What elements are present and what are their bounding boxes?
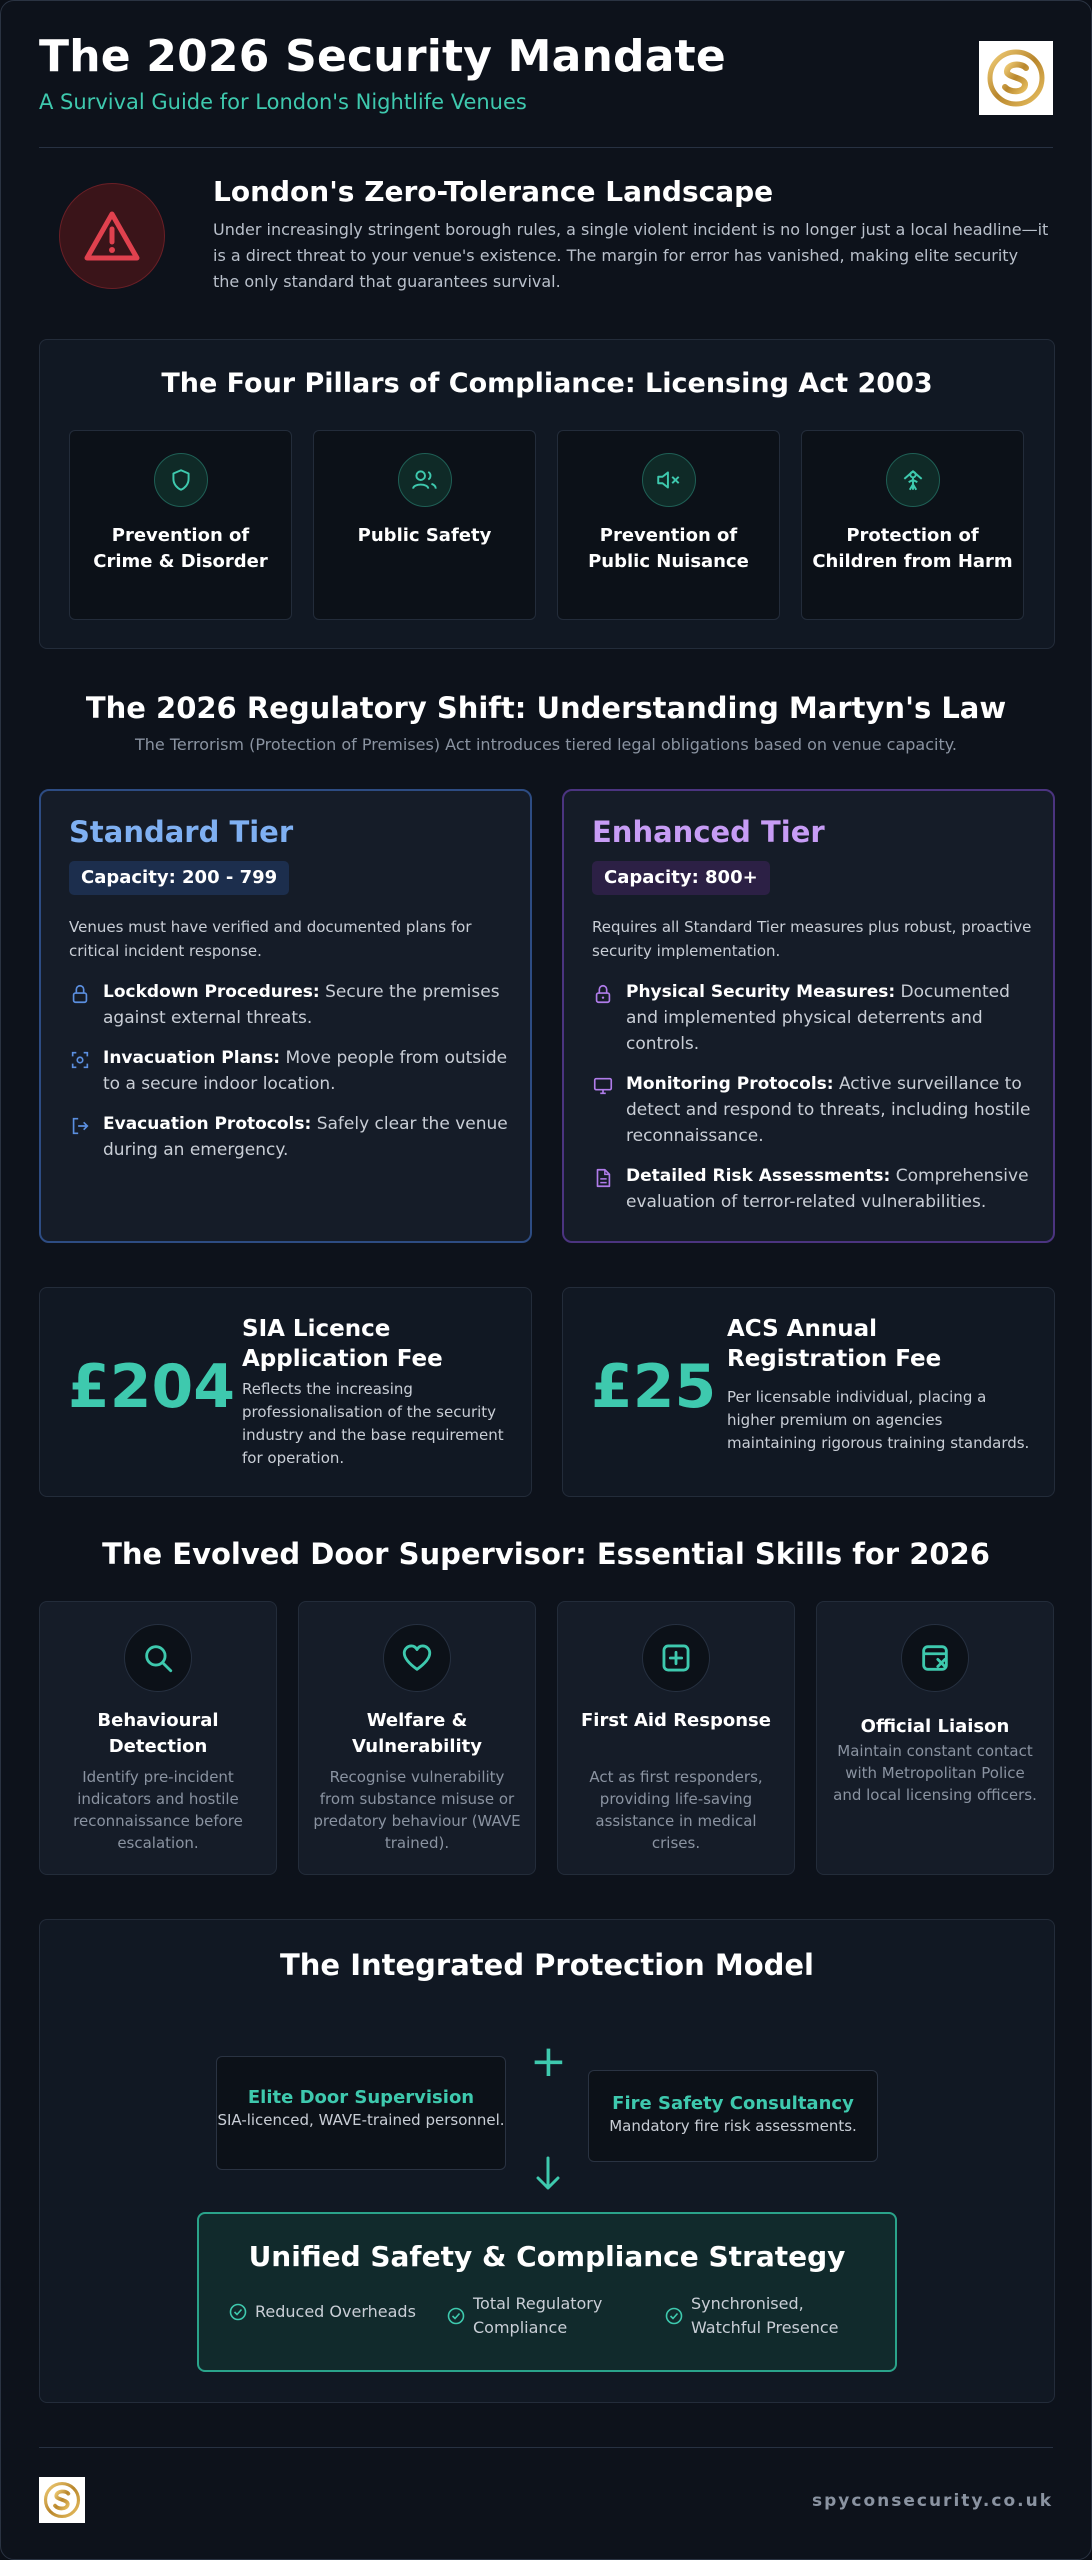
skill-card [557, 1601, 795, 1875]
benefit-text: Total Regulatory Compliance [473, 2294, 603, 2337]
footer-logo [39, 2477, 85, 2523]
check-circle-icon [229, 2303, 247, 2321]
users-icon [411, 467, 439, 493]
landscape-text: Under increasingly stringent borough rules, a single violent incident is no longer just a local headline—it is a direct threat to your venue's existence. The margin for error has vanished, making elite security the only standard that guarantees survival. [213, 220, 1049, 291]
check-circle-icon [665, 2307, 683, 2325]
pillar-card [801, 430, 1024, 620]
tier-item [69, 979, 509, 1031]
tier-item-text: Physical Security Measures: Documented and implemented physical deterrents and controls. [626, 982, 1010, 1054]
child-protection-icon [900, 467, 926, 493]
invacuation-icon [69, 1049, 91, 1071]
pillar-label: Prevention of Crime & Disorder [93, 525, 268, 572]
first-aid-icon [659, 1641, 693, 1675]
pillar-card [557, 430, 780, 620]
acs-fee-card [562, 1287, 1055, 1497]
box-title: Elite Door Supervision [247, 2087, 475, 2108]
tier-item [592, 979, 1032, 1057]
tier-description: Venues must have verified and documented plans for critical incident response. [69, 918, 472, 960]
lock-icon [69, 983, 91, 1005]
tier-item-text: Monitoring Protocols: Active surveillance to detect and respond to threats, including hostile reconnaissance. [626, 1074, 1031, 1146]
skill-card [39, 1601, 277, 1875]
skill-name: Behavioural Detection [97, 1710, 219, 1757]
monitor-icon [592, 1075, 614, 1097]
door-supervision-box [216, 2056, 506, 2170]
header [39, 31, 1053, 121]
pillars-section [39, 339, 1055, 649]
fire-safety-box [588, 2070, 878, 2162]
page-title: The 2026 Security Mandate [39, 31, 726, 82]
pillar-label: Prevention of Public Nuisance [588, 525, 749, 572]
integrated-model-section [39, 1919, 1055, 2403]
fee-description: Reflects the increasing professionalisation of the security industry and the base requirement for operation. [242, 1380, 504, 1467]
shift-title: The 2026 Regulatory Shift: Understanding Martyn's Law [85, 691, 1007, 725]
footer-website-link[interactable]: spyconsecurity.co.uk [812, 2491, 1053, 2511]
skill-card [298, 1601, 536, 1875]
enhanced-tier-card [562, 789, 1055, 1243]
tier-item-text: Invacuation Plans: Move people from outside to a secure indoor location. [103, 1048, 508, 1094]
fee-amount: £204 [68, 1352, 235, 1422]
pillar-card [313, 430, 536, 620]
document-icon [592, 1167, 614, 1189]
alert-badge [59, 183, 165, 289]
sia-fee-card [39, 1287, 532, 1497]
divider [39, 147, 1053, 148]
spycon-logo-icon [986, 48, 1046, 108]
skill-description: Recognise vulnerability from substance misuse or predatory behaviour (WAVE trained). [313, 1768, 521, 1852]
benefit-item [229, 2300, 429, 2324]
pillar-icon-badge [154, 453, 208, 507]
landscape-title: London's Zero-Tolerance Landscape [213, 175, 774, 208]
pillar-icon-badge [642, 453, 696, 507]
plus-icon: + [530, 2036, 567, 2087]
tier-item-text: Lockdown Procedures: Secure the premises against external threats. [103, 982, 500, 1028]
skill-name: Official Liaison [860, 1716, 1010, 1737]
tier-description: Requires all Standard Tier measures plus robust, proactive security implementation. [592, 918, 1032, 960]
skill-description: Maintain constant contact with Metropolitan Police and local licensing officers. [833, 1742, 1037, 1804]
box-description: Mandatory fire risk assessments. [609, 2117, 857, 2135]
benefit-text: Reduced Overheads [255, 2302, 416, 2321]
benefit-text: Synchronised, Watchful Presence [691, 2294, 839, 2337]
arrow-down-icon [532, 2154, 564, 2194]
fee-title: SIA Licence Application Fee [242, 1316, 443, 1372]
tier-item [592, 1071, 1032, 1149]
skill-description: Identify pre-incident indicators and hostile reconnaissance before escalation. [73, 1768, 243, 1852]
skill-card [816, 1601, 1054, 1875]
skill-icon-badge [124, 1624, 192, 1692]
tier-item-text: Evacuation Protocols: Safely clear the venue during an emergency. [103, 1114, 508, 1160]
spycon-logo-icon [43, 2481, 81, 2519]
check-circle-icon [447, 2307, 465, 2325]
padlock-icon [592, 983, 614, 1005]
unified-strategy-box [197, 2212, 897, 2372]
shift-subtitle: The Terrorism (Protection of Premises) Act introduces tiered legal obligations based on venue capacity. [134, 735, 958, 754]
divider [39, 2447, 1053, 2448]
pillar-card [69, 430, 292, 620]
model-title: The Integrated Protection Model [280, 1948, 814, 1982]
skills-title: The Evolved Door Supervisor: Essential Skills for 2026 [102, 1537, 990, 1571]
pillar-label: Public Safety [357, 525, 492, 546]
pillar-icon-badge [398, 453, 452, 507]
volume-mute-icon [655, 467, 683, 493]
pillar-icon-badge [886, 453, 940, 507]
tier-name: Standard Tier [69, 815, 294, 849]
brand-logo [979, 41, 1053, 115]
skill-name: Welfare & Vulnerability [351, 1710, 483, 1757]
page-subtitle: A Survival Guide for London's Nightlife Venues [39, 90, 527, 114]
tier-item [69, 1045, 509, 1097]
skill-icon-badge [901, 1624, 969, 1692]
tier-name: Enhanced Tier [592, 815, 825, 849]
box-description: SIA-licenced, WAVE-trained personnel. [217, 2111, 505, 2129]
skill-description: Act as first responders, providing life-saving assistance in medical crises. [589, 1768, 763, 1852]
pillars-title: The Four Pillars of Compliance: Licensing Act 2003 [161, 368, 933, 399]
warning-triangle-icon [83, 210, 141, 262]
pillar-label: Protection of Children from Harm [812, 525, 1013, 572]
standard-tier-card [39, 789, 532, 1243]
benefit-item [665, 2292, 865, 2340]
search-icon [141, 1641, 175, 1675]
heart-icon [400, 1641, 434, 1675]
liaison-icon [918, 1641, 952, 1675]
shield-icon [168, 467, 194, 493]
fee-title: ACS Annual Registration Fee [727, 1316, 942, 1372]
skill-icon-badge [642, 1624, 710, 1692]
box-title: Fire Safety Consultancy [612, 2093, 854, 2114]
skill-name: First Aid Response [581, 1710, 771, 1731]
tier-item-text: Detailed Risk Assessments: Comprehensive evaluation of terror-related vulnerabilities. [626, 1166, 1029, 1212]
fee-amount: £25 [591, 1352, 717, 1422]
benefit-item [447, 2292, 617, 2340]
capacity-badge: Capacity: 800+ [592, 861, 770, 895]
tier-item [69, 1111, 509, 1163]
skill-icon-badge [383, 1624, 451, 1692]
tier-item [592, 1163, 1032, 1215]
unified-title: Unified Safety & Compliance Strategy [248, 2240, 846, 2273]
exit-icon [69, 1115, 91, 1137]
capacity-badge: Capacity: 200 - 799 [69, 861, 289, 895]
fee-description: Per licensable individual, placing a higher premium on agencies maintaining rigorous training standards. [727, 1388, 1030, 1452]
